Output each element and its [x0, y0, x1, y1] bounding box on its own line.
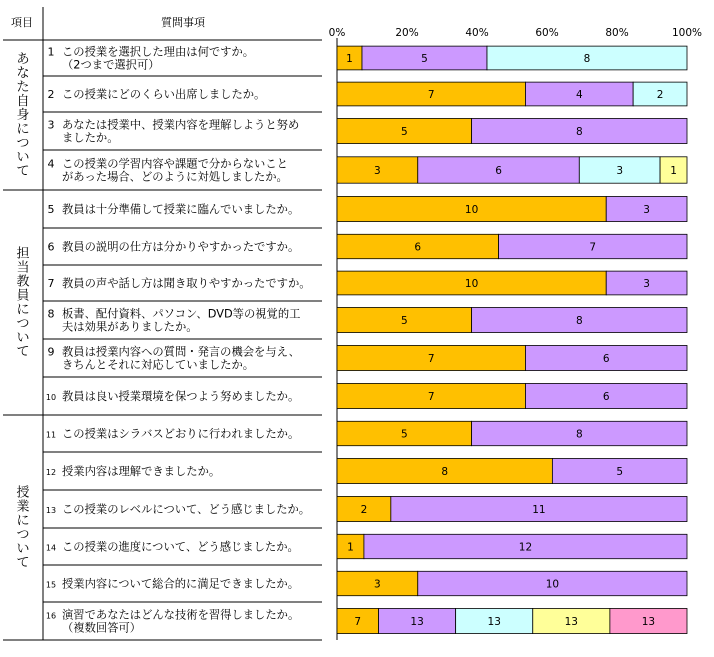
- question-text: 教員は良い授業環境を保つよう努めましたか。: [62, 390, 300, 403]
- question-text: この授業の進度について、どう感じましたか。: [62, 540, 299, 554]
- question-row: [48, 118, 300, 145]
- bar-value-label: 7: [427, 353, 435, 365]
- bar-value-label: 2: [360, 504, 368, 516]
- question-row: [48, 240, 300, 254]
- question-row: [46, 577, 299, 591]
- question-text: この授業のレベルについて、どう感じましたか。: [62, 503, 311, 516]
- bar-value-label: 13: [487, 616, 501, 628]
- question-number: 11: [45, 430, 57, 440]
- question-row: [46, 540, 299, 554]
- question-row: [46, 464, 220, 478]
- bar-value-label: 8: [575, 315, 583, 327]
- question-row: [48, 276, 311, 290]
- question-text: あなたは授業中、授業内容を理解しようと努め: [62, 118, 300, 132]
- question-text: 教員の声や話し方は聞き取りやすかったですか。: [62, 277, 311, 290]
- question-number: 16: [45, 611, 57, 621]
- question-text: 演習であなたはどんな技術を習得しましたか。: [62, 608, 300, 622]
- bar-value-label: 7: [427, 89, 435, 101]
- question-row: [48, 87, 266, 101]
- group-labels: [16, 52, 29, 571]
- question-text: この授業はシラバスどおりに行われましたか。: [62, 427, 300, 441]
- question-row: [48, 157, 288, 184]
- bar-value-label: 6: [414, 241, 422, 254]
- bar-value-label: 3: [616, 165, 624, 177]
- bar-value-label: 10: [464, 204, 479, 216]
- bar-value-label: 6: [495, 165, 502, 177]
- bar-row-11: [337, 421, 687, 445]
- question-text: この授業を選択した理由は何ですか。: [62, 45, 255, 59]
- question-text: 教員は十分準備して授業に臨んでいましたか。: [62, 203, 300, 216]
- bar-value-label: 10: [464, 278, 479, 290]
- group-label: 授業について: [16, 485, 30, 571]
- bar-value-label: 5: [400, 315, 408, 327]
- bar-row-3: [337, 118, 687, 143]
- bar-row-10: [337, 383, 687, 408]
- bar-value-label: 8: [575, 126, 583, 138]
- bar-value-label: 1: [347, 541, 354, 554]
- bar-row-9: [337, 345, 687, 370]
- bar-value-label: 11: [532, 504, 546, 516]
- question-number: 15: [45, 580, 57, 590]
- bar-row-4: [337, 157, 687, 183]
- bar-value-label: 7: [589, 241, 597, 254]
- bar-value-label: 3: [374, 578, 381, 591]
- bar-value-label: 12: [518, 541, 533, 554]
- bar-row-15: [337, 571, 687, 595]
- bar-value-label: 5: [400, 428, 408, 441]
- bar-row-5: [337, 196, 687, 221]
- question-row: [48, 45, 255, 72]
- bar-row-14: [337, 534, 687, 558]
- bar-value-label: 7: [427, 391, 435, 403]
- question-number: 3: [47, 118, 55, 132]
- question-number: 4: [47, 157, 55, 171]
- bar-value-label: 10: [545, 578, 560, 591]
- question-text: 授業内容は理解できましたか。: [62, 465, 221, 478]
- question-number: 12: [45, 468, 57, 477]
- question-number: 1: [47, 45, 55, 59]
- bar-row-7: [337, 271, 687, 295]
- question-number: 14: [45, 543, 57, 553]
- bar-value-label: 13: [641, 616, 656, 628]
- bar-value-label: 3: [374, 165, 381, 177]
- bar-value-label: 5: [400, 126, 408, 138]
- question-number: 9: [47, 345, 55, 359]
- question-text: この授業にどのくらい出席しましたか。: [62, 88, 266, 101]
- question-row: [48, 202, 300, 216]
- bar-value-label: 6: [602, 391, 610, 403]
- question-text: ましたか。: [62, 131, 119, 145]
- x-tick-label: 40%: [465, 27, 489, 39]
- bar-value-label: 7: [354, 616, 362, 628]
- bar-row-16: [337, 608, 687, 633]
- question-number: 2: [47, 88, 55, 101]
- question-row: [48, 307, 301, 334]
- bar-row-2: [337, 82, 687, 106]
- bar-value-label: 5: [616, 466, 624, 478]
- question-text: 教員の説明の仕方は分かりやすかったですか。: [62, 240, 300, 254]
- bar-row-1: [337, 46, 687, 70]
- bar-value-label: 3: [643, 204, 650, 216]
- question-number: 10: [45, 393, 57, 402]
- header-category: 項目: [11, 16, 33, 29]
- bar-value-label: 3: [643, 278, 650, 290]
- question-row: [46, 427, 299, 441]
- bar-value-label: 1: [670, 165, 677, 177]
- x-tick-label: 0%: [328, 27, 346, 39]
- bar-value-label: 13: [410, 616, 424, 628]
- question-text: 教員は授業内容への質問・発言の機会を与え、: [62, 345, 300, 359]
- question-row: [48, 345, 300, 372]
- question-text: があった場合、どのように対処しましたか。: [62, 170, 288, 184]
- question-text: きちんとそれに対応していましたか。: [62, 358, 255, 372]
- question-text: この授業の学習内容や課題で分からないこと: [62, 157, 288, 171]
- group-label: 担当教員について: [16, 246, 30, 360]
- x-tick-label: 100%: [671, 27, 703, 39]
- question-number: 7: [47, 277, 55, 290]
- bar-row-13: [337, 496, 687, 521]
- bar-value-label: 6: [602, 353, 610, 365]
- bar-row-12: [337, 458, 687, 483]
- bar-value-label: 8: [583, 53, 591, 65]
- question-number: 6: [47, 240, 55, 254]
- question-row: [46, 608, 299, 635]
- bar-row-6: [337, 234, 687, 258]
- question-text: 授業内容について総合的に満足できましたか。: [62, 577, 300, 591]
- bar-row-8: [337, 307, 687, 332]
- bar-area: [337, 46, 687, 633]
- question-text: （2つまで選択可）: [62, 58, 160, 72]
- bar-value-label: 13: [564, 616, 579, 628]
- question-number: 13: [45, 506, 57, 515]
- bar-value-label: 2: [656, 89, 664, 101]
- question-number: 8: [47, 307, 55, 321]
- bar-value-label: 4: [575, 89, 583, 101]
- bar-value-label: 5: [421, 53, 428, 65]
- question-text: 板書、配付資料、パソコン、DVD等の視覚的工: [62, 307, 301, 321]
- bar-value-label: 8: [441, 466, 449, 478]
- bar-value-label: 1: [346, 53, 353, 65]
- group-label: あなた自身について: [16, 52, 30, 179]
- x-tick-label: 80%: [605, 27, 629, 39]
- question-row: [46, 389, 299, 403]
- question-text: 夫は効果がありましたか。: [62, 320, 198, 334]
- x-tick-label: 20%: [395, 27, 419, 39]
- x-tick-label: 60%: [535, 27, 559, 39]
- bar-value-label: 8: [575, 428, 583, 441]
- question-text: （複数回答可）: [62, 621, 142, 635]
- question-row: [46, 502, 310, 516]
- question-number: 5: [47, 203, 55, 216]
- header-question: 質問事項: [161, 16, 205, 29]
